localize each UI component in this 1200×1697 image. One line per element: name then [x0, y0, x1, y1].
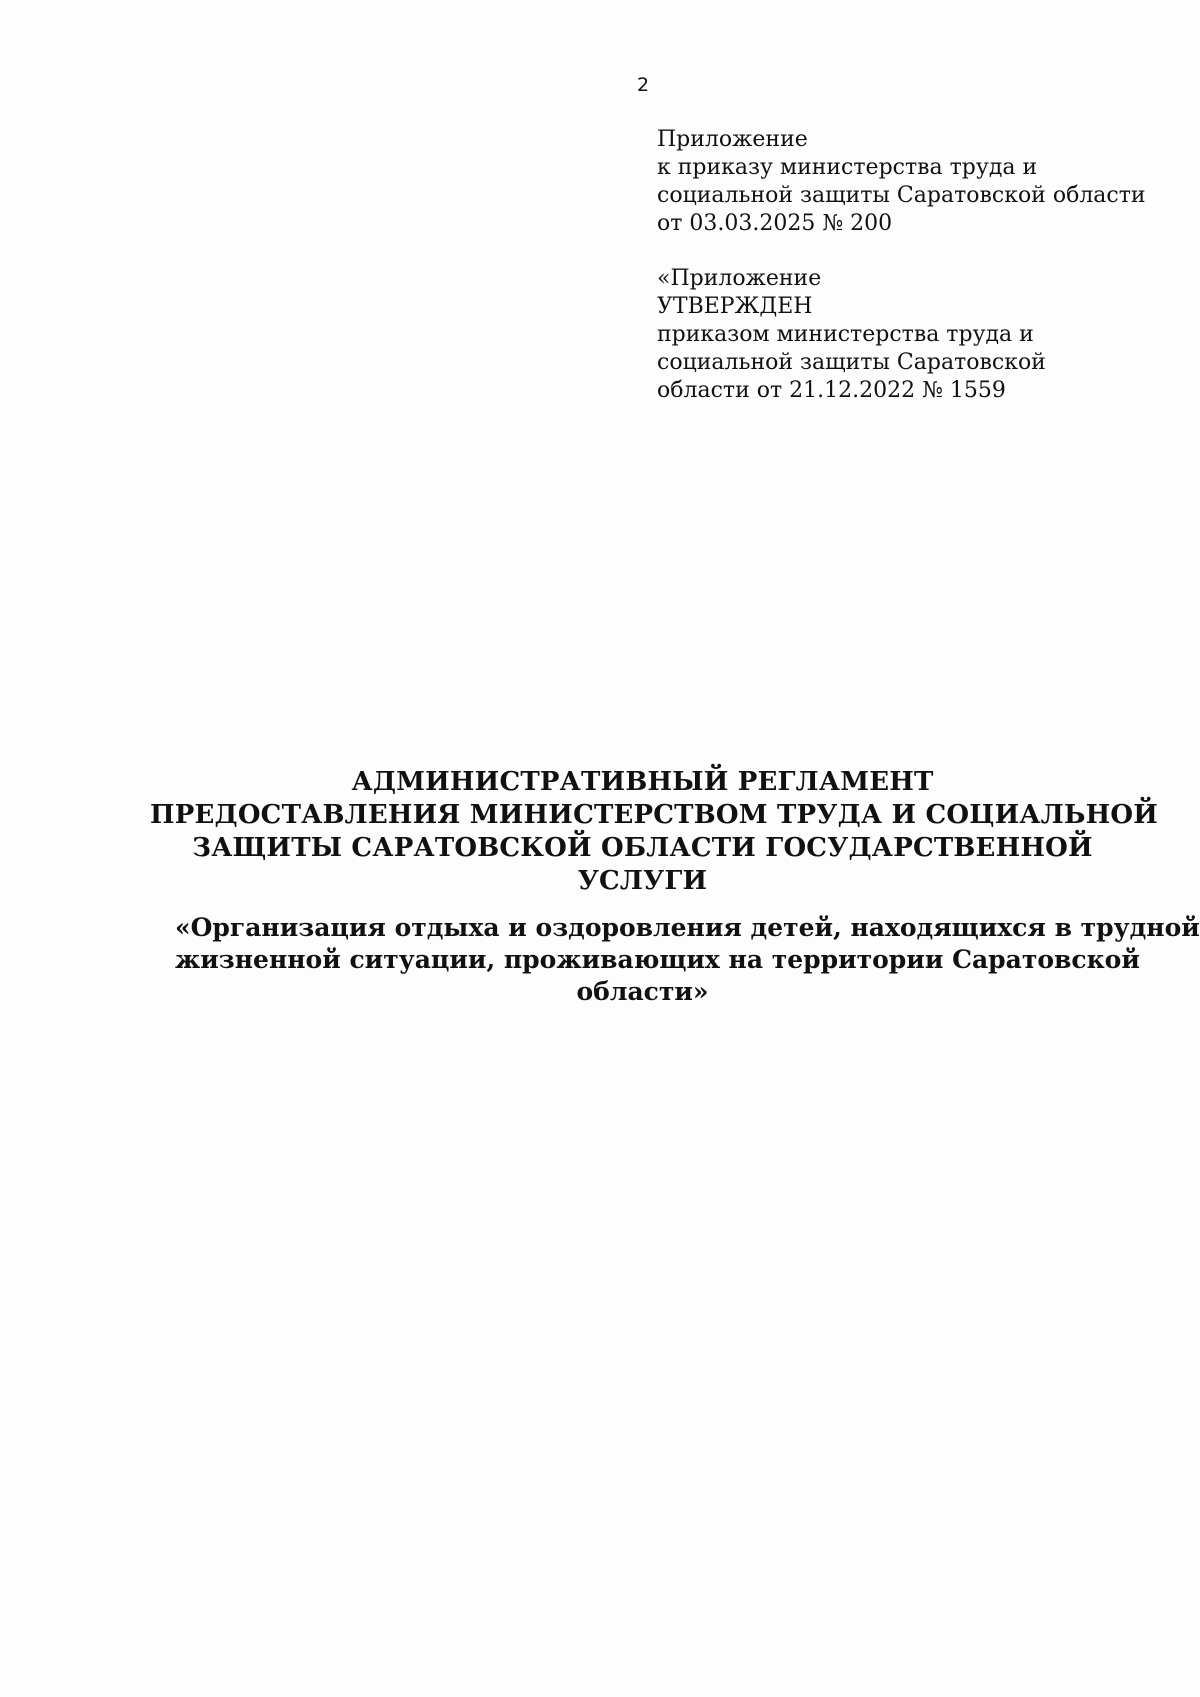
approved-order-reference: приказом министерства труда и социальной защиты Саратовской области от 21.12.2022 № 1559: [657, 322, 1046, 403]
regulation-title-line: ПРЕДОСТАВЛЕНИЯ МИНИСТЕРСТВОМ ТРУДА И СОЦИАЛЬНОЙ: [150, 800, 1158, 830]
appendix-approved-label: «Приложение: [657, 266, 822, 291]
regulation-title-line: УСЛУГИ: [577, 866, 708, 896]
approved-status: УТВЕРЖДЕН: [657, 294, 813, 319]
service-name-line: области»: [576, 977, 709, 1006]
regulation-title-line: ЗАЩИТЫ САРАТОВСКОЙ ОБЛАСТИ ГОСУДАРСТВЕННОЙ: [192, 833, 1093, 863]
regulation-title: [150, 766, 1158, 898]
service-name: [175, 912, 1200, 1008]
appendix-order-line: к приказу министерства труда и: [657, 155, 1038, 180]
appendix-order-block: [657, 126, 1177, 238]
service-name-line: жизненной ситуации, проживающих на территории Саратовской: [175, 945, 1140, 974]
page-number: 2: [637, 74, 650, 96]
appendix-order-line: от 03.03.2025 № 200: [657, 211, 893, 236]
regulation-title-line: АДМИНИСТРАТИВНЫЙ РЕГЛАМЕНТ: [351, 767, 934, 797]
appendix-order-line: социальной защиты Саратовской области: [657, 183, 1146, 208]
appendix-order-line: Приложение: [657, 127, 808, 152]
service-name-line: «Организация отдыха и оздоровления детей, находящихся в трудной: [175, 913, 1200, 942]
appendix-approved-block: [657, 265, 1177, 405]
